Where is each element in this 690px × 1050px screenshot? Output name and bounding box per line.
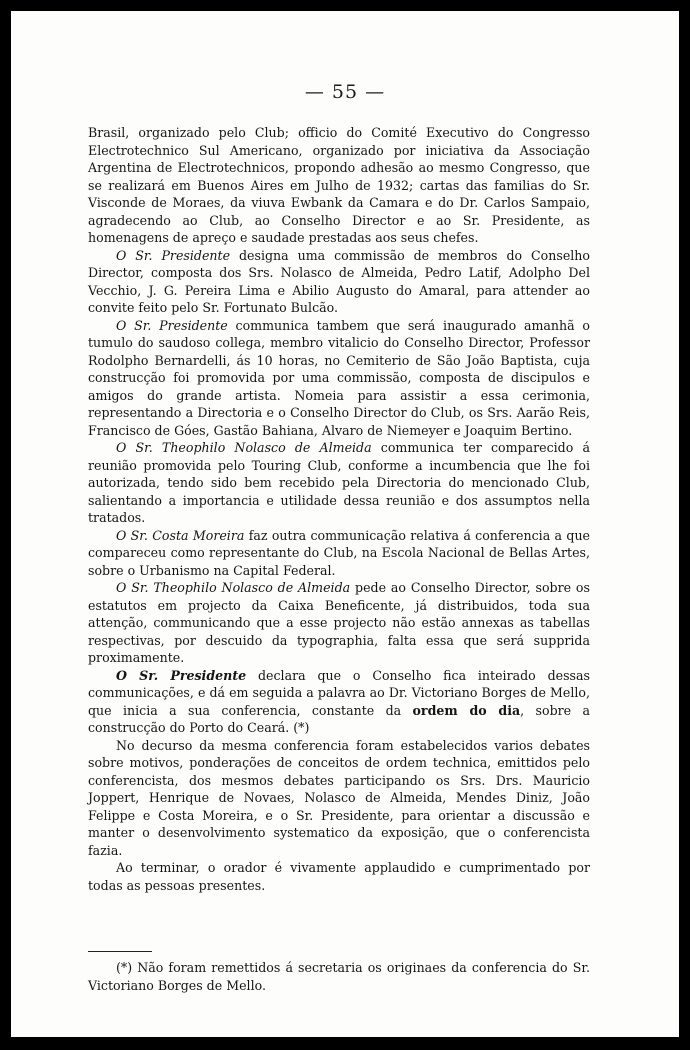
speaker-name: O Sr. Presidente — [116, 317, 228, 333]
text-run: No decurso da mesma conferencia foram estabelecidos varios debates sobre motivos, ponderações de conceitos de ordem technica, emittidos pelo conferencista, dos mesmos debates participando os Srs. Drs. Mauricio Joppert, Henrique de Novaes, Nolasco de Almeida, Mendes Diniz, João Felippe e Costa Moreira, e o Sr. Presidente, para orientar a discussão e manter o desenvolvimento systematico da exposição, que o conferencista fazia. — [88, 737, 590, 858]
paragraph — [88, 124, 590, 247]
footnote-rule — [88, 951, 152, 952]
speaker-name: O Sr. Theophilo Nolasco de Almeida — [116, 440, 372, 455]
text-run: communica tambem que será inaugurado amanhã o tumulo do saudoso collega, membro vitalicio do Conselho Director, Professor Rodolpho Bernardelli, ás 10 horas, no Cemiterio de São João Baptista, cuja construcção foi promovida por uma commissão, composta de discipulos e amigos do grande artista. Nomeia para assistir a essa cerimonia, representando a Directoria e o Conselho Director do Club, os Srs. Aarão Reis, Francisco de Góes, Gastão Bahiana, Alvaro de Niemeyer e Joaquim Bertino. — [88, 317, 590, 438]
paragraph — [88, 737, 590, 860]
text-run: designa uma commissão de membros do Conselho Director, composta dos Srs. Nolasco de Almeida, Pedro Latif, Adolpho Del Vecchio, J. G. Pereira Lima e Abilio Augusto do Amaral, para attender ao convite feito pelo Sr. Fortunato Bulcão. — [88, 247, 590, 315]
footnote — [88, 959, 590, 995]
body-text — [88, 124, 590, 894]
paragraph — [88, 317, 590, 440]
text-run: communica ter comparecido á reunião promovida pelo Touring Club, conforme a incumbencia que lhe foi autorizada, tendo sido bem recebido pela Directoria do mencionado Club, salientando a importancia e utilidade dessa reunião e dos assumptos nella tratados. — [88, 440, 590, 525]
text-run: declara que o Conselho fica inteirado dessas communicações, e dá em seguida a palavra ao Dr. Victoriano Borges de Mello, que inicia a sua conferencia, constante da — [88, 667, 590, 718]
speaker-name: O Sr. Costa Moreira — [116, 527, 245, 543]
footnote-text: (*) Não foram remettidos á secretaria os originaes da conferencia do Sr. Victoriano Borges de Mello. — [88, 960, 590, 993]
page-number: — 55 — — [304, 81, 386, 103]
paragraph — [88, 859, 590, 894]
text-run: pede ao Conselho Director, sobre os estatutos em projecto da Caixa Beneficente, já distribuidos, toda sua attenção, communicando que a esse projecto não estão annexas as tabellas respectivas, por descuido da typographia, falta essa que será supprida proximamente. — [88, 580, 590, 665]
speaker-name: O Sr. Theophilo Nolasco de Almeida — [116, 580, 351, 595]
paragraph — [88, 527, 590, 580]
agenda-label: ordem do dia — [412, 702, 521, 718]
text-run: Brasil, organizado pelo Club; officio do Comité Executivo do Congresso Electrotechnico Sul Americano, organizado por iniciativa da Associação Argentina de Electrotechnicos, propondo adhesão ao mesmo Congresso, que se realizará em Buenos Aires em Julho de 1932; cartas das familias do Sr. Visconde de Moraes, da viuva Ewbank da Camara e do Dr. Carlos Sampaio, agradecendo ao Club, ao Conselho Director e ao Sr. Presidente, as homenagens de apreço e saudade prestadas aos seus chefes. — [88, 125, 590, 245]
paragraph — [88, 439, 590, 527]
text-run: , sobre a construcção do Porto do Ceará. (*) — [88, 702, 590, 735]
speaker-name: O Sr. Presidente — [116, 667, 247, 683]
paragraph — [88, 667, 590, 737]
paragraph — [88, 579, 590, 667]
text-run: Ao terminar, o orador é vivamente applaudido e cumprimentado por todas as pessoas presentes. — [88, 860, 590, 893]
speaker-name: O Sr. Presidente — [116, 247, 231, 263]
scanned-page — [11, 11, 679, 1037]
text-run: faz outra communicação relativa á conferencia a que compareceu como representante do Club, na Escola Nacional de Bellas Artes, sobre o Urbanismo na Capital Federal. — [88, 527, 591, 578]
paragraph — [88, 247, 590, 317]
